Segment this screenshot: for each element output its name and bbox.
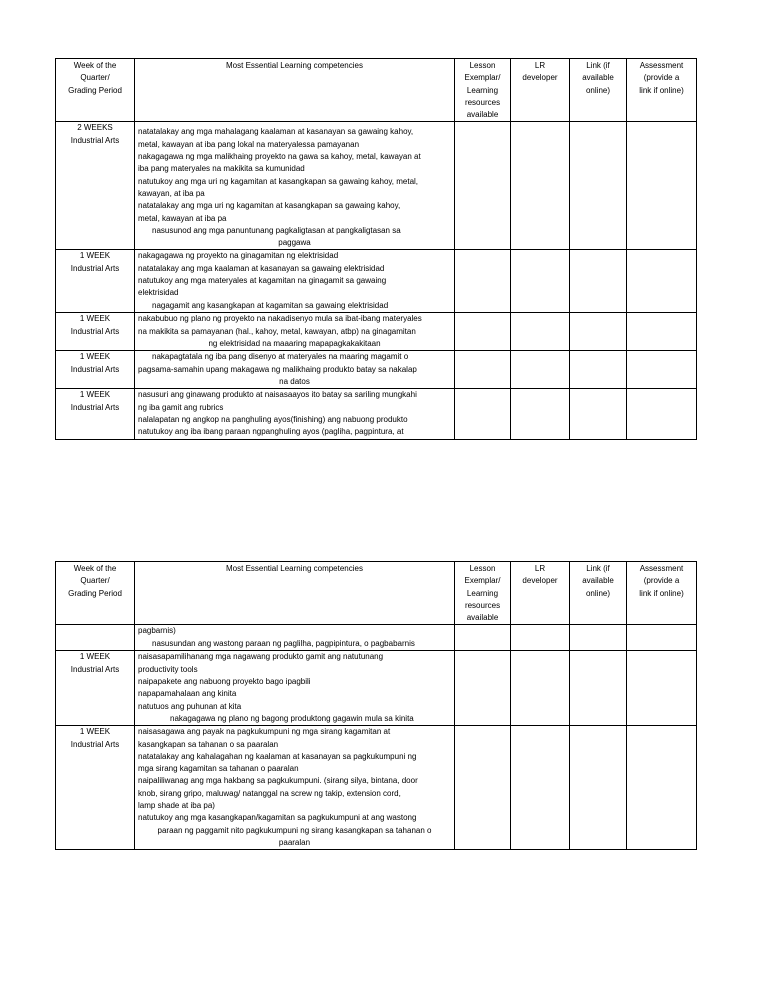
- header-assessment: Assessment (provide a link if online): [627, 562, 697, 625]
- header-week: Week of the Quarter/ Grading Period: [56, 59, 135, 122]
- link-cell: [570, 313, 627, 351]
- table-row: [56, 625, 697, 651]
- table-row: [56, 122, 697, 250]
- week-cell: 1 WEEK Industrial Arts: [56, 250, 135, 313]
- table-row: [56, 389, 697, 440]
- link-cell: [570, 122, 627, 250]
- competencies-table-1: [55, 58, 697, 440]
- week-cell: 1 WEEK Industrial Arts: [56, 726, 135, 850]
- header-row: [56, 562, 697, 625]
- table-row: [56, 313, 697, 351]
- lr-developer-cell: [511, 625, 570, 651]
- week-cell: 1 WEEK Industrial Arts: [56, 651, 135, 726]
- header-lr-developer: LR developer: [511, 562, 570, 625]
- lesson-exemplar-cell: [455, 726, 511, 850]
- header-row: [56, 59, 697, 122]
- assessment-cell: [627, 651, 697, 726]
- competency-cell: naisasagawa ang payak na pagkukumpuni ng mga sirang kagamitan at kasangkapan sa tahanan o sa paaralan natatalakay ang kahalagahan ng kaalaman at kasanayan sa pagkukumpuni ng mga sirang kagamitan sa tahanan o paaralan naipaliliwanag ang mga hakbang sa pagkukumpuni. (sirang silya, bintana, door knob, sirang gripo, maluwag/ natanggal na screw ng takip, extension cord, lamp shade at iba pa) natutukoy ang mga kasangkapan/kagamitan sa pagkukumpuni at ang wastong paraan ng paggamit nito pagkukumpuni ng sirang kasangkapan sa tahanan o paaralan: [135, 726, 455, 850]
- competencies-table-2: [55, 561, 697, 850]
- header-lr-developer: LR developer: [511, 59, 570, 122]
- lr-developer-cell: [511, 122, 570, 250]
- table-row: [56, 651, 697, 726]
- assessment-cell: [627, 389, 697, 440]
- lr-developer-cell: [511, 389, 570, 440]
- assessment-cell: [627, 351, 697, 389]
- lr-developer-cell: [511, 313, 570, 351]
- header-melc: Most Essential Learning competencies: [135, 59, 455, 122]
- assessment-cell: [627, 122, 697, 250]
- link-cell: [570, 726, 627, 850]
- link-cell: [570, 625, 627, 651]
- assessment-cell: [627, 313, 697, 351]
- table-row: [56, 250, 697, 313]
- competency-cell: nakagagawa ng proyekto na ginagamitan ng elektrisidad natatalakay ang mga kaalaman at kasanayan sa gawaing elektrisidad natutukoy ang mga materyales at kagamitan na ginagamit sa gawaing elektrisidad nagagamit ang kasangkapan at kagamitan sa gawaing elektrisidad: [135, 250, 455, 313]
- lr-developer-cell: [511, 351, 570, 389]
- week-cell: 1 WEEK Industrial Arts: [56, 389, 135, 440]
- header-lesson-exemplar: Lesson Exemplar/ Learning resources available: [455, 59, 511, 122]
- week-cell: [56, 625, 135, 651]
- link-cell: [570, 389, 627, 440]
- competency-cell: naisasapamilihanang mga nagawang produkto gamit ang natutunang productivity tools naipapakete ang nabuong proyekto bago ipagbili napapamahalaan ang kinita natutuos ang puhunan at kita nakagagawa ng plano ng bagong produktong gagawin mula sa kinita: [135, 651, 455, 726]
- lr-developer-cell: [511, 726, 570, 850]
- header-link: Link (if available online): [570, 59, 627, 122]
- competency-cell: natatalakay ang mga mahalagang kaalaman at kasanayan sa gawaing kahoy, metal, kawayan at iba pang lokal na materyalessa pamayanan nakagagawa ng mga malikhaing proyekto na gawa sa kahoy, metal, kawayan at iba pang materyales na makikita sa kumunidad natutukoy ang mga uri ng kagamitan at kasangkapan sa gawaing kahoy, metal, kawayan, at iba pa natatalakay ang mga uri ng kagamitan at kasangkapan sa gawaing kahoy, metal, kawayan at iba pa nasusunod ang mga panuntunang pagkaligtasan at pangkaligtasan sa paggawa: [135, 122, 455, 250]
- week-cell: 1 WEEK Industrial Arts: [56, 313, 135, 351]
- competency-cell: nasusuri ang ginawang produkto at naisasaayos ito batay sa sariling mungkahi ng iba gamit ang rubrics nalalapatan ng angkop na panghuling ayos(finishing) ang nabuong produkto natutukoy ang iba ibang paraan ngpanghuling ayos (pagliha, pagpintura, at: [135, 389, 455, 440]
- lesson-exemplar-cell: [455, 122, 511, 250]
- lesson-exemplar-cell: [455, 351, 511, 389]
- assessment-cell: [627, 625, 697, 651]
- lesson-exemplar-cell: [455, 625, 511, 651]
- assessment-cell: [627, 250, 697, 313]
- competency-cell: pagbarnis) nasusundan ang wastong paraan ng paglilha, pagpipintura, o pagbabarnis: [135, 625, 455, 651]
- lr-developer-cell: [511, 651, 570, 726]
- table-row: [56, 351, 697, 389]
- lesson-exemplar-cell: [455, 313, 511, 351]
- competency-cell: nakapagtatala ng iba pang disenyo at materyales na maaring magamit o pagsama-samahin upang makagawa ng malikhaing produkto batay sa nakalap na datos: [135, 351, 455, 389]
- lesson-exemplar-cell: [455, 651, 511, 726]
- week-cell: 1 WEEK Industrial Arts: [56, 351, 135, 389]
- header-assessment: Assessment (provide a link if online): [627, 59, 697, 122]
- link-cell: [570, 250, 627, 313]
- lr-developer-cell: [511, 250, 570, 313]
- week-cell: 2 WEEKS Industrial Arts: [56, 122, 135, 250]
- link-cell: [570, 651, 627, 726]
- lesson-exemplar-cell: [455, 250, 511, 313]
- header-link: Link (if available online): [570, 562, 627, 625]
- header-week: Week of the Quarter/ Grading Period: [56, 562, 135, 625]
- header-melc: Most Essential Learning competencies: [135, 562, 455, 625]
- table-row: [56, 726, 697, 850]
- assessment-cell: [627, 726, 697, 850]
- link-cell: [570, 351, 627, 389]
- header-lesson-exemplar: Lesson Exemplar/ Learning resources available: [455, 562, 511, 625]
- competency-cell: nakabubuo ng plano ng proyekto na nakadisenyo mula sa ibat-ibang materyales na makikita sa pamayanan (hal., kahoy, metal, kawayan, atbp) na ginagamitan ng elektrisidad na maaaring mapapagkakakitaan: [135, 313, 455, 351]
- lesson-exemplar-cell: [455, 389, 511, 440]
